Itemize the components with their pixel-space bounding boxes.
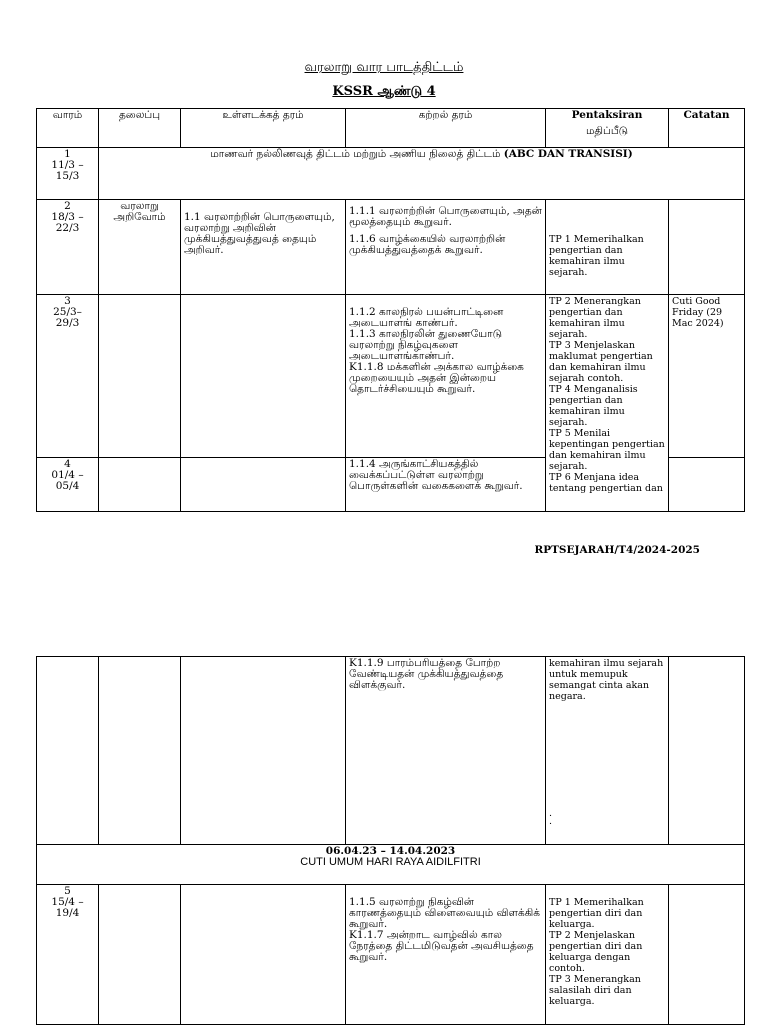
content-standard-cell [181,295,346,458]
rpt-table-page2 [36,656,745,1025]
program-bold: (ABC DAN TRANSISI) [503,148,633,160]
topic-cell [99,657,181,845]
pentaksiran-text: kemahiran ilmu sejarah untuk memupuk semangat cinta akan negara. [549,658,664,702]
content-standard-cell [181,885,346,1025]
topic-cell [99,458,181,512]
week-cell: 5 15/4 – 19/4 [37,885,99,1025]
learning-item: K1.1.8 மக்களின் அக்கால வாழ்க்கை முறையையும் அதன் இன்றைய தொடர்ச்சியையும் கூறுவர். [349,361,524,395]
learning-item: 1.1.1 வரலாற்றின் பொருளையும், அதன் மூலத்தையும் கூறுவர். [349,205,542,228]
table-row [37,657,745,845]
catatan-cell [669,885,745,1025]
program-text: மாணவர் நல்லிணவுத் திட்டம் மற்றும் அணிய நிலைத் திட்டம் [210,148,504,160]
learning-standard-cell [346,885,546,1025]
week-cell: 1 11/3 – 15/3 [37,148,99,200]
holiday-cell [37,845,745,885]
document-subtitle: KSSR ஆண்டு 4 [332,84,436,99]
document-code: RPTSEJARAH/T4/2024-2025 [534,544,700,556]
table-header-row [37,109,745,148]
pentaksiran-dots: . . [549,808,553,827]
table-row [37,295,745,458]
header-pentaksiran-label: Pentaksiran [571,109,643,121]
pentaksiran-cell: TP 2 Menerangkan pengertian dan kemahiran ilmu sejarah. TP 3 Menjelaskan maklumat pengertian dan kemahiran ilmu sejarah contoh. TP 4 Menganalisis pengertian dan kemahiran ilmu sejarah. TP 5 Menilai kepentingan pengertian dan kemahiran ilmu sejarah. TP 6 Menjana idea tentang pengertian dan [546,295,669,512]
header-topic: தலைப்பு [99,109,181,148]
header-week: வாரம் [37,109,99,148]
learning-standard-cell [346,200,546,295]
holiday-dates: 06.04.23 – 14.04.2023 [325,845,456,857]
content-standard-cell [181,458,346,512]
week-cell: 2 18/3 – 22/3 [37,200,99,295]
holiday-label: CUTI UMUM HARI RAYA AIDILFITRI [300,856,481,868]
content-standard-cell [181,657,346,845]
table-row [37,200,745,295]
catatan-cell [669,657,745,845]
holiday-row [37,845,745,885]
catatan-cell [669,458,745,512]
rpt-table-page1 [36,108,745,512]
learning-item: 1.1.5 வரலாற்று நிகழ்வின் காரணத்தையும் விளைவையும் விளக்கிக் கூறுவர். [349,896,540,930]
catatan-cell [669,200,745,295]
pentaksiran-cell: TP 1 Memerihalkan pengertian dan kemahiran ilmu sejarah. [546,200,669,295]
topic-cell [99,295,181,458]
week-cell: 4 01/4 – 05/4 [37,458,99,512]
week-cell: 3 25/3– 29/3 [37,295,99,458]
catatan-cell: Cuti Good Friday (29 Mac 2024) [669,295,745,458]
learning-item: 1.1.6 வாழ்க்கையில் வரலாற்றின் முக்கியத்துவத்தைக் கூறுவர். [349,233,506,256]
document-title: வரலாறு வார பாடத்திட்டம் [304,60,464,75]
header-pentaksiran [546,109,669,148]
learning-standard-cell: K1.1.9 பாரம்பரியத்தை போற்ற வேண்டியதன் முக்கியத்துவத்தை விளக்குவர். [346,657,546,845]
learning-item: 1.1.3 காலநிரலின் துணையோடு வரலாற்று நிகழ்வுகளை அடையாளங்காண்பர். [349,328,503,362]
learning-standard-cell [346,295,546,458]
header-pentaksiran-tamil: மதிப்பீடு [585,125,629,137]
learning-item: K1.1.7 அன்றாட வாழ்வில் கால நேரத்தை திட்டமிடுவதன் அவசியத்தை கூறுவர். [349,929,534,963]
learning-standard-cell: 1.1.4 அருங்காட்சியகத்தில் வைக்கப்பட்டுள்ள வரலாற்று பொருள்களின் வகைகளைக் கூறுவர். [346,458,546,512]
pentaksiran-cell: TP 1 Memerihalkan pengertian diri dan keluarga. TP 2 Menjelaskan pengertian diri dan keluarga dengan contoh. TP 3 Menerangkan salasilah diri dan keluarga. [546,885,669,1025]
learning-item: 1.1.2 காலநிரல் பயன்பாட்டினை அடையாளங் காண்பர். [349,306,504,329]
table-row [37,885,745,1025]
header-learning-standard: கற்றல் தரம் [346,109,546,148]
header-content-standard: உள்ளடக்கத் தரம் [181,109,346,148]
header-catatan: Catatan [669,109,745,148]
topic-cell [99,885,181,1025]
table-row [37,148,745,200]
topic-cell: வரலாறு அறிவோம் [99,200,181,295]
pentaksiran-cell [546,657,669,845]
merged-program-cell [99,148,745,200]
week-cell [37,657,99,845]
content-standard-cell: 1.1 வரலாற்றின் பொருளையும், வரலாற்று அறிவின் முக்கியத்துவத்துவத் தையும் அறிவர். [181,200,346,295]
